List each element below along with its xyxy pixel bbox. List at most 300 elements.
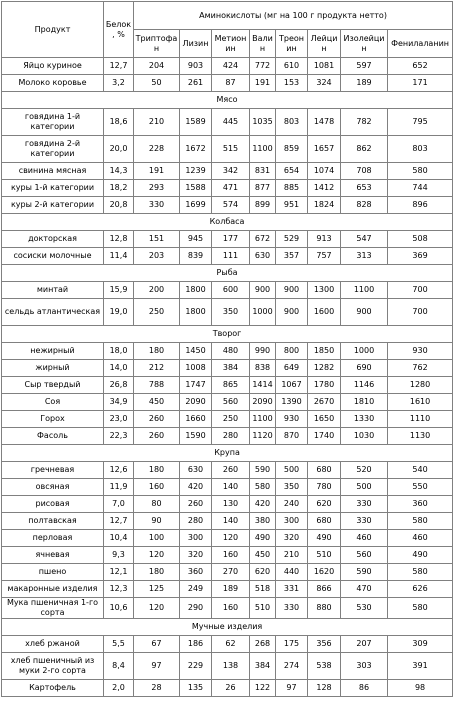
protein-cell: 7,0 [104, 496, 134, 513]
table-row [2, 180, 453, 197]
table-row [2, 680, 453, 697]
table-row [2, 231, 453, 248]
amino-value-cell: 1412 [308, 180, 341, 197]
amino-value-cell: 780 [308, 479, 341, 496]
amino-value-cell: 120 [134, 598, 180, 619]
amino-value-cell: 80 [134, 496, 180, 513]
amino-value-cell: 490 [388, 547, 453, 564]
amino-value-cell: 186 [180, 636, 212, 653]
amino-value-cell: 550 [388, 479, 453, 496]
amino-value-cell: 200 [134, 282, 180, 299]
amino-acid-table [1, 1, 453, 697]
amino-value-cell: 630 [250, 248, 276, 265]
amino-value-cell: 203 [134, 248, 180, 265]
protein-cell: 26,8 [104, 377, 134, 394]
amino-value-cell: 1780 [308, 377, 341, 394]
header-protein: Белок, % [104, 2, 134, 58]
protein-cell: 12,6 [104, 462, 134, 479]
amino-value-cell: 896 [388, 197, 453, 214]
product-name-cell: жирный [2, 360, 104, 377]
product-name-cell: Соя [2, 394, 104, 411]
table-row [2, 496, 453, 513]
amino-value-cell: 1478 [308, 109, 341, 136]
amino-value-cell: 990 [250, 343, 276, 360]
amino-value-cell: 384 [212, 360, 250, 377]
amino-value-cell: 1600 [308, 299, 341, 326]
header-row-top [2, 2, 453, 30]
header-amino-col: Треонин [276, 30, 308, 58]
amino-value-cell: 700 [388, 282, 453, 299]
section-title: Мучные изделия [2, 619, 453, 636]
amino-value-cell: 290 [180, 598, 212, 619]
amino-value-cell: 313 [341, 248, 388, 265]
product-name-cell: свинина мясная [2, 163, 104, 180]
amino-value-cell: 207 [341, 636, 388, 653]
amino-value-cell: 828 [341, 197, 388, 214]
table-row [2, 581, 453, 598]
amino-value-cell: 160 [212, 547, 250, 564]
table-row [2, 377, 453, 394]
amino-value-cell: 930 [276, 411, 308, 428]
amino-value-cell: 1100 [250, 136, 276, 163]
product-name-cell: сосиски молочные [2, 248, 104, 265]
amino-value-cell: 1657 [308, 136, 341, 163]
table-row [2, 163, 453, 180]
amino-value-cell: 800 [276, 343, 308, 360]
amino-value-cell: 782 [341, 109, 388, 136]
table-row [2, 547, 453, 564]
amino-value-cell: 450 [134, 394, 180, 411]
amino-value-cell: 189 [341, 75, 388, 92]
product-name-cell: куры 1-й категории [2, 180, 104, 197]
product-name-cell: куры 2-й категории [2, 197, 104, 214]
amino-value-cell: 1824 [308, 197, 341, 214]
product-name-cell: нежирный [2, 343, 104, 360]
protein-cell: 11,4 [104, 248, 134, 265]
amino-value-cell: 460 [388, 530, 453, 547]
header-amino-col: Валин [250, 30, 276, 58]
amino-value-cell: 153 [276, 75, 308, 92]
amino-value-cell: 690 [341, 360, 388, 377]
product-name-cell: Фасоль [2, 428, 104, 445]
amino-value-cell: 866 [308, 581, 341, 598]
amino-value-cell: 951 [276, 197, 308, 214]
amino-value-cell: 460 [341, 530, 388, 547]
amino-value-cell: 67 [134, 636, 180, 653]
section-row [2, 445, 453, 462]
header-amino-col: Изолейцин [341, 30, 388, 58]
amino-value-cell: 1390 [276, 394, 308, 411]
product-name-cell: Горох [2, 411, 104, 428]
amino-value-cell: 900 [276, 299, 308, 326]
amino-value-cell: 574 [212, 197, 250, 214]
protein-cell: 20,8 [104, 197, 134, 214]
amino-value-cell: 762 [388, 360, 453, 377]
protein-cell: 14,0 [104, 360, 134, 377]
amino-value-cell: 1081 [308, 58, 341, 75]
amino-value-cell: 490 [250, 530, 276, 547]
amino-value-cell: 280 [180, 513, 212, 530]
amino-value-cell: 1000 [250, 299, 276, 326]
amino-value-cell: 1699 [180, 197, 212, 214]
amino-value-cell: 580 [388, 163, 453, 180]
product-name-cell: овсяная [2, 479, 104, 496]
amino-value-cell: 125 [134, 581, 180, 598]
amino-value-cell: 128 [308, 680, 341, 697]
amino-value-cell: 700 [388, 299, 453, 326]
table-row [2, 343, 453, 360]
amino-value-cell: 210 [134, 109, 180, 136]
amino-value-cell: 880 [308, 598, 341, 619]
protein-cell: 3,2 [104, 75, 134, 92]
section-row [2, 326, 453, 343]
table-row [2, 411, 453, 428]
amino-value-cell: 138 [212, 653, 250, 680]
amino-value-cell: 250 [212, 411, 250, 428]
amino-value-cell: 580 [250, 479, 276, 496]
amino-value-cell: 580 [388, 513, 453, 530]
amino-value-cell: 653 [341, 180, 388, 197]
table-row [2, 428, 453, 445]
amino-value-cell: 1589 [180, 109, 212, 136]
amino-value-cell: 480 [212, 343, 250, 360]
amino-value-cell: 590 [341, 564, 388, 581]
section-row [2, 214, 453, 231]
product-name-cell: рисовая [2, 496, 104, 513]
section-title: Крупа [2, 445, 453, 462]
amino-value-cell: 191 [250, 75, 276, 92]
protein-cell: 34,9 [104, 394, 134, 411]
table-row [2, 564, 453, 581]
amino-value-cell: 331 [276, 581, 308, 598]
amino-value-cell: 1800 [180, 282, 212, 299]
amino-value-cell: 1146 [341, 377, 388, 394]
amino-value-cell: 293 [134, 180, 180, 197]
header-amino-col: Лейцин [308, 30, 341, 58]
amino-value-cell: 859 [276, 136, 308, 163]
amino-value-cell: 620 [250, 564, 276, 581]
amino-value-cell: 838 [250, 360, 276, 377]
amino-value-cell: 97 [134, 653, 180, 680]
amino-value-cell: 839 [180, 248, 212, 265]
amino-value-cell: 630 [180, 462, 212, 479]
amino-value-cell: 1330 [341, 411, 388, 428]
amino-value-cell: 228 [134, 136, 180, 163]
amino-value-cell: 538 [308, 653, 341, 680]
section-row [2, 619, 453, 636]
amino-value-cell: 140 [212, 513, 250, 530]
amino-value-cell: 560 [341, 547, 388, 564]
table-row [2, 636, 453, 653]
amino-value-cell: 510 [250, 598, 276, 619]
amino-value-cell: 1747 [180, 377, 212, 394]
amino-value-cell: 260 [134, 428, 180, 445]
amino-value-cell: 160 [212, 598, 250, 619]
amino-value-cell: 28 [134, 680, 180, 697]
product-name-cell: говядина 2-й категории [2, 136, 104, 163]
amino-value-cell: 180 [134, 462, 180, 479]
protein-cell: 8,4 [104, 653, 134, 680]
header-amino-col: Фенилаланин [388, 30, 453, 58]
table-row [2, 197, 453, 214]
product-name-cell: Картофель [2, 680, 104, 697]
amino-value-cell: 518 [250, 581, 276, 598]
amino-value-cell: 1620 [308, 564, 341, 581]
product-name-cell: Сыр твердый [2, 377, 104, 394]
amino-value-cell: 303 [341, 653, 388, 680]
product-name-cell: Мука пшеничная 1-го сорта [2, 598, 104, 619]
amino-value-cell: 270 [212, 564, 250, 581]
amino-value-cell: 680 [308, 513, 341, 530]
amino-value-cell: 240 [276, 496, 308, 513]
amino-value-cell: 151 [134, 231, 180, 248]
protein-cell: 12,3 [104, 581, 134, 598]
amino-value-cell: 865 [212, 377, 250, 394]
product-name-cell: хлеб пшеничный из муки 2-го сорта [2, 653, 104, 680]
amino-value-cell: 600 [212, 282, 250, 299]
amino-value-cell: 1590 [180, 428, 212, 445]
amino-value-cell: 672 [250, 231, 276, 248]
amino-value-cell: 229 [180, 653, 212, 680]
amino-value-cell: 2090 [250, 394, 276, 411]
amino-value-cell: 1239 [180, 163, 212, 180]
amino-value-cell: 1100 [341, 282, 388, 299]
protein-cell: 18,0 [104, 343, 134, 360]
amino-value-cell: 903 [180, 58, 212, 75]
protein-cell: 20,0 [104, 136, 134, 163]
amino-value-cell: 1414 [250, 377, 276, 394]
section-row [2, 265, 453, 282]
table-row [2, 136, 453, 163]
product-name-cell: пшено [2, 564, 104, 581]
amino-value-cell: 1074 [308, 163, 341, 180]
amino-value-cell: 2670 [308, 394, 341, 411]
table-row [2, 109, 453, 136]
amino-value-cell: 268 [250, 636, 276, 653]
product-name-cell: полтавская [2, 513, 104, 530]
amino-value-cell: 508 [388, 231, 453, 248]
amino-value-cell: 191 [134, 163, 180, 180]
amino-value-cell: 424 [212, 58, 250, 75]
amino-value-cell: 360 [388, 496, 453, 513]
amino-value-cell: 171 [388, 75, 453, 92]
amino-value-cell: 120 [134, 547, 180, 564]
amino-value-cell: 597 [341, 58, 388, 75]
amino-value-cell: 260 [212, 462, 250, 479]
amino-value-cell: 324 [308, 75, 341, 92]
amino-value-cell: 1450 [180, 343, 212, 360]
amino-value-cell: 500 [341, 479, 388, 496]
amino-value-cell: 649 [276, 360, 308, 377]
amino-value-cell: 1035 [250, 109, 276, 136]
header-amino-col: Метионин [212, 30, 250, 58]
amino-value-cell: 342 [212, 163, 250, 180]
amino-value-cell: 1280 [388, 377, 453, 394]
amino-value-cell: 357 [276, 248, 308, 265]
protein-cell: 19,0 [104, 299, 134, 326]
table-row [2, 248, 453, 265]
amino-value-cell: 140 [212, 479, 250, 496]
amino-value-cell: 803 [388, 136, 453, 163]
amino-value-cell: 1810 [341, 394, 388, 411]
amino-value-cell: 261 [180, 75, 212, 92]
amino-value-cell: 1850 [308, 343, 341, 360]
amino-value-cell: 330 [341, 496, 388, 513]
amino-value-cell: 300 [276, 513, 308, 530]
amino-value-cell: 1300 [308, 282, 341, 299]
amino-value-cell: 470 [341, 581, 388, 598]
amino-value-cell: 515 [212, 136, 250, 163]
header-amino-group: Аминокислоты (мг на 100 г продукта нетто) [134, 2, 453, 30]
table-row [2, 653, 453, 680]
amino-value-cell: 610 [276, 58, 308, 75]
product-name-cell: минтай [2, 282, 104, 299]
protein-cell: 12,7 [104, 513, 134, 530]
amino-value-cell: 330 [276, 598, 308, 619]
protein-cell: 14,3 [104, 163, 134, 180]
section-title: Колбаса [2, 214, 453, 231]
amino-value-cell: 391 [388, 653, 453, 680]
amino-value-cell: 445 [212, 109, 250, 136]
amino-value-cell: 2090 [180, 394, 212, 411]
amino-value-cell: 309 [388, 636, 453, 653]
amino-value-cell: 250 [134, 299, 180, 326]
amino-value-cell: 1672 [180, 136, 212, 163]
amino-value-cell: 530 [341, 598, 388, 619]
amino-value-cell: 320 [276, 530, 308, 547]
amino-value-cell: 1800 [180, 299, 212, 326]
amino-value-cell: 680 [308, 462, 341, 479]
header-product: Продукт [2, 2, 104, 58]
header-amino-col: Триптофан [134, 30, 180, 58]
amino-value-cell: 189 [212, 581, 250, 598]
amino-value-cell: 350 [212, 299, 250, 326]
amino-value-cell: 870 [276, 428, 308, 445]
amino-value-cell: 708 [341, 163, 388, 180]
amino-value-cell: 384 [250, 653, 276, 680]
protein-cell: 2,0 [104, 680, 134, 697]
amino-value-cell: 300 [180, 530, 212, 547]
amino-value-cell: 580 [388, 598, 453, 619]
amino-value-cell: 1740 [308, 428, 341, 445]
protein-cell: 22,3 [104, 428, 134, 445]
amino-value-cell: 547 [341, 231, 388, 248]
amino-value-cell: 510 [308, 547, 341, 564]
product-name-cell: макаронные изделия [2, 581, 104, 598]
amino-value-cell: 590 [250, 462, 276, 479]
amino-value-cell: 757 [308, 248, 341, 265]
amino-value-cell: 120 [212, 530, 250, 547]
table-row [2, 394, 453, 411]
protein-cell: 23,0 [104, 411, 134, 428]
table-row [2, 479, 453, 496]
amino-value-cell: 540 [388, 462, 453, 479]
amino-value-cell: 795 [388, 109, 453, 136]
amino-value-cell: 900 [250, 282, 276, 299]
amino-value-cell: 204 [134, 58, 180, 75]
amino-value-cell: 652 [388, 58, 453, 75]
amino-value-cell: 100 [134, 530, 180, 547]
amino-value-cell: 1610 [388, 394, 453, 411]
protein-cell: 11,9 [104, 479, 134, 496]
amino-value-cell: 1067 [276, 377, 308, 394]
table-row [2, 462, 453, 479]
section-row [2, 92, 453, 109]
header-amino-col: Лизин [180, 30, 212, 58]
amino-value-cell: 350 [276, 479, 308, 496]
amino-value-cell: 98 [388, 680, 453, 697]
amino-value-cell: 177 [212, 231, 250, 248]
amino-value-cell: 560 [212, 394, 250, 411]
amino-value-cell: 360 [180, 564, 212, 581]
amino-value-cell: 420 [180, 479, 212, 496]
amino-value-cell: 87 [212, 75, 250, 92]
amino-value-cell: 885 [276, 180, 308, 197]
table-row [2, 58, 453, 75]
table-body [2, 58, 453, 697]
amino-value-cell: 529 [276, 231, 308, 248]
amino-value-cell: 744 [388, 180, 453, 197]
amino-value-cell: 654 [276, 163, 308, 180]
amino-value-cell: 50 [134, 75, 180, 92]
amino-value-cell: 1588 [180, 180, 212, 197]
amino-value-cell: 320 [180, 547, 212, 564]
amino-value-cell: 626 [388, 581, 453, 598]
table-row [2, 598, 453, 619]
table-row [2, 75, 453, 92]
amino-value-cell: 803 [276, 109, 308, 136]
protein-cell: 10,4 [104, 530, 134, 547]
amino-value-cell: 930 [388, 343, 453, 360]
amino-value-cell: 620 [308, 496, 341, 513]
section-title: Творог [2, 326, 453, 343]
amino-value-cell: 210 [276, 547, 308, 564]
amino-value-cell: 135 [180, 680, 212, 697]
amino-value-cell: 788 [134, 377, 180, 394]
amino-value-cell: 1660 [180, 411, 212, 428]
amino-value-cell: 175 [276, 636, 308, 653]
amino-value-cell: 1000 [341, 343, 388, 360]
product-name-cell: гречневая [2, 462, 104, 479]
amino-value-cell: 877 [250, 180, 276, 197]
amino-value-cell: 122 [250, 680, 276, 697]
section-title: Рыба [2, 265, 453, 282]
amino-value-cell: 26 [212, 680, 250, 697]
amino-value-cell: 1008 [180, 360, 212, 377]
amino-value-cell: 249 [180, 581, 212, 598]
protein-cell: 5,5 [104, 636, 134, 653]
amino-value-cell: 1130 [388, 428, 453, 445]
amino-value-cell: 356 [308, 636, 341, 653]
amino-value-cell: 180 [134, 564, 180, 581]
protein-cell: 9,3 [104, 547, 134, 564]
amino-value-cell: 1282 [308, 360, 341, 377]
product-name-cell: Яйцо куриное [2, 58, 104, 75]
protein-cell: 18,6 [104, 109, 134, 136]
amino-value-cell: 772 [250, 58, 276, 75]
amino-value-cell: 520 [341, 462, 388, 479]
amino-value-cell: 130 [212, 496, 250, 513]
table-row [2, 282, 453, 299]
amino-value-cell: 450 [250, 547, 276, 564]
product-name-cell: хлеб ржаной [2, 636, 104, 653]
amino-value-cell: 420 [250, 496, 276, 513]
amino-value-cell: 1030 [341, 428, 388, 445]
amino-value-cell: 62 [212, 636, 250, 653]
protein-cell: 15,9 [104, 282, 134, 299]
amino-value-cell: 90 [134, 513, 180, 530]
amino-value-cell: 180 [134, 343, 180, 360]
